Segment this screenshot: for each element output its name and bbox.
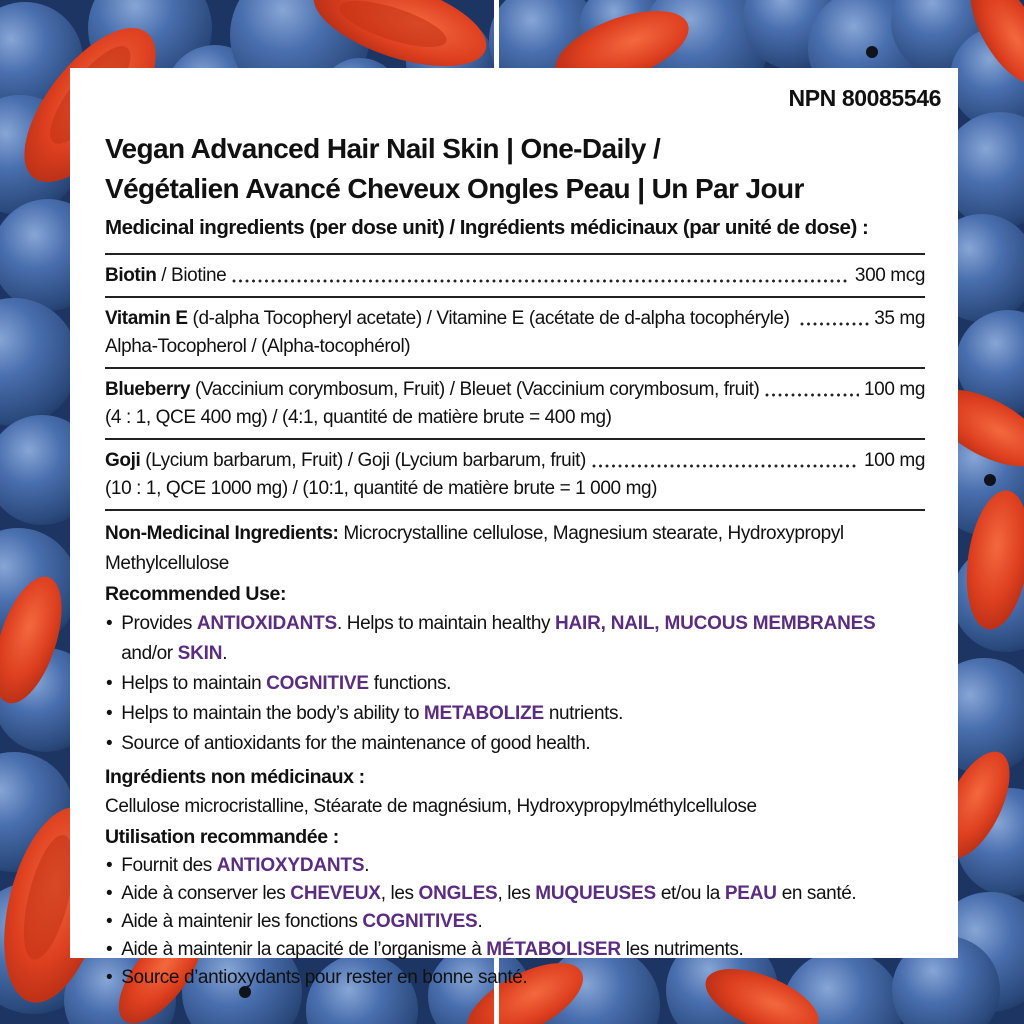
bullet-text: . Helps to maintain healthy: [336, 613, 555, 634]
bullet-text: nutrients.: [543, 703, 623, 724]
bullet-text: .: [364, 855, 370, 876]
non-medicinal-label: Non-Medicinal Ingredients:: [105, 523, 339, 544]
bullet-icon: •: [106, 967, 113, 988]
ingredient-subline: Alpha-Tocopherol / (Alpha-tocophérol): [105, 336, 411, 357]
ingredient-detail: (d-alpha Tocopheryl acetate) / Vitamine E (acétate de d-alpha tocophéryle): [187, 308, 795, 329]
bullet-text: Fournit des: [121, 855, 217, 876]
table-row-blueberry: [105, 367, 925, 438]
bullet-text: les nutriments.: [620, 939, 744, 960]
bullet-text: Aide à maintenir les fonctions: [121, 911, 363, 932]
highlight-text: ANTIOXIDANTS: [196, 613, 337, 634]
dotted-leader: [765, 392, 859, 398]
bullet-text: Source d’antioxydants pour rester en bonne santé.: [121, 967, 528, 988]
bullet-icon: •: [106, 703, 113, 724]
ingredient-name: Biotin: [105, 265, 157, 286]
ingredient-amount: 100 mg: [864, 379, 925, 400]
ingredient-detail: (Vaccinium corymbosum, Fruit) / Bleuet (Vaccinium corymbosum, fruit): [190, 379, 760, 400]
highlight-text: ANTIOXYDANTS: [216, 855, 365, 876]
ingredient-name: Goji: [105, 450, 141, 471]
bullet-text: functions.: [368, 673, 452, 694]
fr-non-medicinal-heading: Ingrédients non médicinaux :: [105, 766, 365, 788]
bullet-icon: •: [106, 883, 113, 904]
ingredient-name: Blueberry: [105, 379, 191, 400]
bullet-text: and/or: [121, 643, 178, 664]
ingredient-amount: 35 mg: [874, 308, 925, 329]
bullet-text: , les: [497, 883, 536, 904]
highlight-text: MÉTABOLISER: [486, 939, 621, 960]
bullet-text: Helps to maintain: [121, 673, 267, 694]
list-item: [105, 936, 925, 964]
list-item: [105, 609, 925, 669]
bullet-icon: •: [106, 673, 113, 694]
ingredient-name: Vitamin E: [105, 308, 188, 329]
bullet-icon: •: [106, 855, 113, 876]
highlight-text: CHEVEUX: [290, 883, 381, 904]
list-item: [105, 880, 925, 908]
bullet-text: Source of antioxidants for the maintenance of good health.: [121, 733, 591, 754]
list-item: [105, 669, 925, 699]
highlight-text: COGNITIVES: [362, 911, 478, 932]
supplement-label-panel: [70, 68, 958, 988]
bullet-icon: •: [106, 911, 113, 932]
list-item: [105, 729, 925, 759]
product-title-fr: Végétalien Avancé Cheveux Ongles Peau | Un Par Jour: [105, 173, 804, 204]
bullet-text: Provides: [121, 613, 197, 634]
bullet-text: Aide à conserver les: [121, 883, 291, 904]
list-item: [105, 699, 925, 729]
bullet-text: Helps to maintain the body’s ability to: [121, 703, 424, 724]
ingredient-subline: (4 : 1, QCE 400 mg) / (4:1, quantité de matière brute = 400 mg): [105, 407, 612, 428]
ingredient-subline: (10 : 1, QCE 1000 mg) / (10:1, quantité de matière brute = 1 000 mg): [105, 478, 658, 499]
bullet-icon: •: [106, 613, 113, 634]
non-medicinal-ingredients: [105, 519, 925, 579]
medicinal-ingredients-heading: Medicinal ingredients (per dose unit) / Ingrédients médicinaux (par unité de dose) :: [105, 216, 869, 239]
highlight-text: MUQUEUSES: [535, 883, 656, 904]
ingredient-detail: / Biotine: [156, 265, 227, 286]
dotted-leader: [800, 321, 869, 327]
bullet-text: Aide à maintenir la capacité de l’organisme à: [121, 939, 487, 960]
bullet-icon: •: [106, 939, 113, 960]
bullet-text: et/ou la: [655, 883, 725, 904]
fr-use-heading: Utilisation recommandée :: [105, 826, 339, 848]
bullet-icon: •: [106, 733, 113, 754]
product-title: [105, 129, 925, 209]
bullet-text: , les: [380, 883, 419, 904]
recommended-use-heading: Recommended Use:: [105, 583, 287, 605]
table-row-biotin: [105, 253, 925, 296]
ingredient-amount: 100 mg: [864, 450, 925, 471]
highlight-text: METABOLIZE: [423, 703, 544, 724]
product-title-en: Vegan Advanced Hair Nail Skin | One-Daily /: [105, 133, 661, 164]
bullet-text: en santé.: [776, 883, 857, 904]
highlight-text: SKIN: [177, 643, 223, 664]
npn-number: NPN 80085546: [788, 85, 941, 111]
highlight-text: ONGLES: [418, 883, 498, 904]
table-row-goji: [105, 438, 925, 509]
ingredient-detail: (Lycium barbarum, Fruit) / Goji (Lycium barbarum, fruit): [140, 450, 586, 471]
ingredient-amount: 300 mcg: [854, 265, 925, 286]
list-item: [105, 908, 925, 936]
bullet-text: .: [222, 643, 228, 664]
highlight-text: HAIR, NAIL, MUCOUS MEMBRANES: [554, 613, 876, 634]
ingredients-table: [105, 253, 925, 511]
non-medicinal-text: Microcrystalline cellulose, Magnesium stearate, Hydroxypropyl Methylcellulose: [105, 523, 844, 574]
highlight-text: PEAU: [724, 883, 777, 904]
list-item: [105, 964, 925, 992]
dotted-leader: [232, 278, 850, 284]
fr-non-medicinal-text: Cellulose microcristalline, Stéarate de magnésium, Hydroxypropylméthylcellulose: [105, 796, 757, 817]
table-row-vitamin-e: [105, 296, 925, 367]
photo-seam-top: [494, 0, 499, 70]
dotted-leader: [592, 463, 859, 469]
highlight-text: COGNITIVE: [266, 673, 369, 694]
list-item: [105, 852, 925, 880]
bullet-text: .: [477, 911, 483, 932]
